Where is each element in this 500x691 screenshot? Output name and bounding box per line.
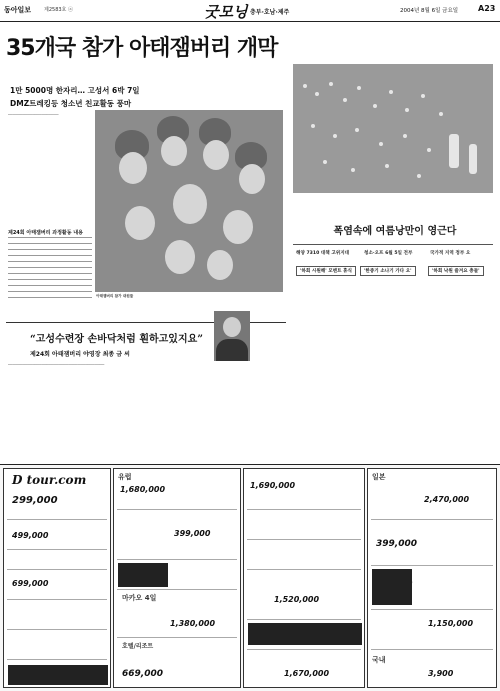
paper-name: 동아일보 (4, 6, 32, 14)
feature-tag-2: '한중기 소나기 가다 오' (360, 266, 416, 276)
masthead (0, 0, 500, 22)
subheadline-2: DMZ트레킹등 청소년 친교활동 풍마 (10, 99, 132, 108)
quote-headline: “고성수련장 손바닥처럼 훤하고있지요” (30, 334, 204, 345)
quote-subheadline: 제24회 아태잼버리 야영장 최종 금 씨 (30, 351, 130, 358)
ad-price-7: 399,000 (174, 529, 211, 538)
photo-caption: 아태잼버리 참가 대원들 (96, 294, 134, 298)
ad-price-3: 699,000 (12, 579, 49, 588)
ad-label-japan: 일본 (372, 473, 386, 481)
interviewee-portrait (214, 311, 250, 361)
issue-date: 2004년 8월 6일 금요일 (400, 8, 459, 14)
feature-body (294, 282, 492, 458)
ad-price-9: 669,000 (122, 669, 163, 679)
page-number: A23 (478, 4, 496, 13)
schedule-table-title: 제24회 아태잼버리 과정활동 내용 (8, 230, 83, 236)
article-body-col1: ───────────────────── (8, 112, 59, 117)
travel-ad-2 (113, 468, 241, 688)
feature-tag-1: '하회 시원해' 모멘트 휴식 (296, 266, 356, 276)
ad-label-domestic: 국내 (372, 656, 386, 664)
section-logo: 굿모닝 (204, 3, 248, 21)
travel-ad (3, 468, 111, 688)
ad-price-4: 1,680,000 (120, 485, 166, 494)
feature-headline: 폭염속에 여름낭만이 영근다 (333, 226, 457, 237)
main-headline: 35개국 참가 아태잼버리 개막 (6, 36, 278, 61)
ad-price-13: 1,150,000 (428, 619, 474, 628)
ad-price-11: 399,000 (376, 539, 417, 549)
feature-column-head-1: 해양 7310 대책 고위지대 (296, 251, 350, 256)
travel-ad-3 (243, 468, 365, 688)
ad-label-hotel: 호텔/리조트 (122, 643, 154, 650)
ad-price-14: 1,520,000 (274, 595, 320, 604)
travel-ad-4 (367, 468, 497, 688)
feature-column-head-3: 국가적 지역 정부 오 (430, 251, 471, 256)
feature-column-head-2: 청소·오프 6월 5일 전부 (364, 251, 413, 256)
ad-label-europe: 유럽 (118, 473, 132, 481)
ad-label-macau: 마카오 4일 (122, 594, 157, 602)
advertisement-section (0, 464, 500, 691)
issue-number: 제2583호 ⓐ (44, 7, 73, 13)
schedule-table (8, 237, 92, 298)
ad-price-6: 2,470,000 (424, 495, 470, 504)
article2-body: ──────────────────────────────────────── (8, 362, 105, 367)
jamboree-photo (95, 110, 283, 292)
ad-price-5: 1,690,000 (250, 481, 296, 490)
ad-price-10: 1,670,000 (284, 669, 330, 678)
region-label: 충부·호남·제주 (250, 9, 290, 16)
travel-ad-brand: D tour.com (12, 473, 87, 487)
feature-tag-3: '하회 낙원 즐겨요 충들' (428, 266, 484, 276)
ad-price-1: 299,000 (12, 495, 58, 506)
ad-price-2: 499,000 (12, 531, 49, 540)
subheadline-1: 1만 5000명 한자리… 고성서 6박 7일 (10, 86, 140, 95)
beach-crowd-photo (293, 64, 493, 193)
ad-price-8: 1,380,000 (170, 619, 216, 628)
ad-price-15: 3,900 (428, 669, 454, 678)
feature-divider (293, 244, 493, 245)
